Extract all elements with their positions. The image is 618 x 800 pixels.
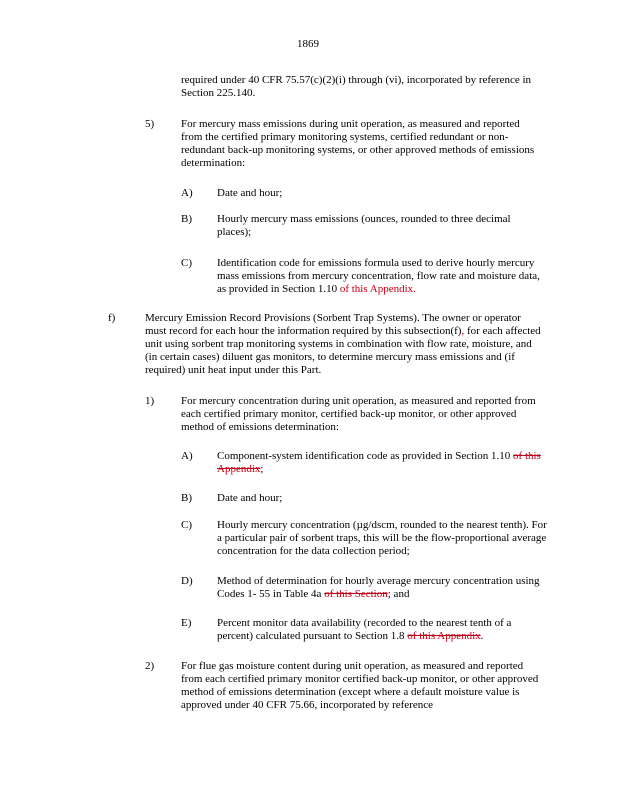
item-1e-tail: . — [480, 630, 484, 642]
section-f-body-b: for each affected unit using sorbent trap monitoring systems in combination with flow rate, moisture, and (in certain cases) diluent gas monitors, to determine mercury mass emissions and (if required) unit heat input under this Part. — [145, 325, 541, 376]
item-1c-text: Hourly mercury concentration (µg/dscm, rounded to the nearest tenth). For a particular pair of sorbent traps, this will be the flow-proportional average concentration for the data collection period; — [217, 519, 547, 557]
item-1b-label: B) — [181, 492, 192, 504]
item-1-text — [181, 395, 541, 434]
item-5c-text — [217, 257, 547, 296]
item-1e-deletion: of this Appendix — [407, 630, 481, 642]
continued-paragraph: required under 40 CFR 75.57(c)(2)(i) through (vi), incorporated by reference in Section 225.140. — [181, 74, 532, 99]
item-5-label: 5) — [145, 118, 155, 130]
item-1a-body: Component-system identification code as provided in Section 1.10 — [217, 450, 511, 462]
item-1c-label: C) — [181, 519, 192, 531]
item-1b-text: Date and hour; — [217, 492, 283, 504]
item-5a-text: Date and hour; — [217, 187, 283, 199]
item-5a-label: A) — [181, 187, 193, 199]
item-1-mark: , — [432, 408, 436, 420]
item-1e-label: E) — [181, 617, 192, 629]
item-5b-label: B) — [181, 213, 192, 225]
item-5c-label: C) — [181, 257, 192, 269]
item-2-label: 2) — [145, 660, 155, 672]
item-5b-text: Hourly mercury mass emissions (ounces, rounded to three decimal places); — [217, 213, 511, 238]
item-1a-text — [217, 450, 547, 476]
item-1a-deletion: of this Appendix — [217, 450, 541, 475]
item-5c-body: Identification code for emissions formula used to derive hourly mercury mass emissions from mercury concentration, flow rate and moisture data, as provided in Section 1.10 — [217, 257, 540, 295]
item-1d-text — [217, 575, 547, 601]
item-1d-tail: ; and — [387, 588, 410, 600]
item-1-label: 1) — [145, 395, 155, 407]
item-1e-body: Percent monitor data availability (recorded to the nearest tenth of a percent) calculated pursuant to Section 1.8 — [217, 617, 512, 642]
section-f-label: f) — [108, 312, 116, 324]
item-1e-text — [217, 617, 547, 643]
item-1-body-end: or other approved method of emissions determination: — [181, 408, 517, 433]
item-1d-label: D) — [181, 575, 193, 587]
item-5-text: For mercury mass emissions during unit operation, as measured and reported from the certified primary monitoring systems, certified redundant or non-redundant back-up monitoring systems, or other approved methods of emissions determination: — [181, 118, 535, 169]
item-1a-label: A) — [181, 450, 193, 462]
item-1a-tail: ; — [260, 463, 264, 475]
item-2-text: For flue gas moisture content during unit operation, as measured and reported from each certified primary monitor certified back-up monitor, or other approved method of emissions determination (except where a default moisture value is approved under 40 CFR 75.66, incorporated by reference — [181, 660, 539, 711]
section-f-mark: , — [461, 325, 465, 337]
item-1d-deletion: of this Section — [324, 588, 388, 600]
item-5c-insertion: of this Appendix. — [339, 283, 416, 295]
section-f-body-a: Mercury Emission Record Provisions (Sorbent Trap Systems). The owner or operator must record for each hour the information required by this subsection(f) — [145, 312, 521, 337]
item-1d-body: Method of determination for hourly average mercury concentration using Codes 1- 55 in Table 4a — [217, 575, 540, 600]
page-number: 1869 — [297, 38, 319, 50]
item-1-body: For mercury concentration during unit operation, as measured and reported from each certified primary monitor, certified back-up monitor — [181, 395, 536, 420]
section-f-text — [145, 312, 545, 377]
